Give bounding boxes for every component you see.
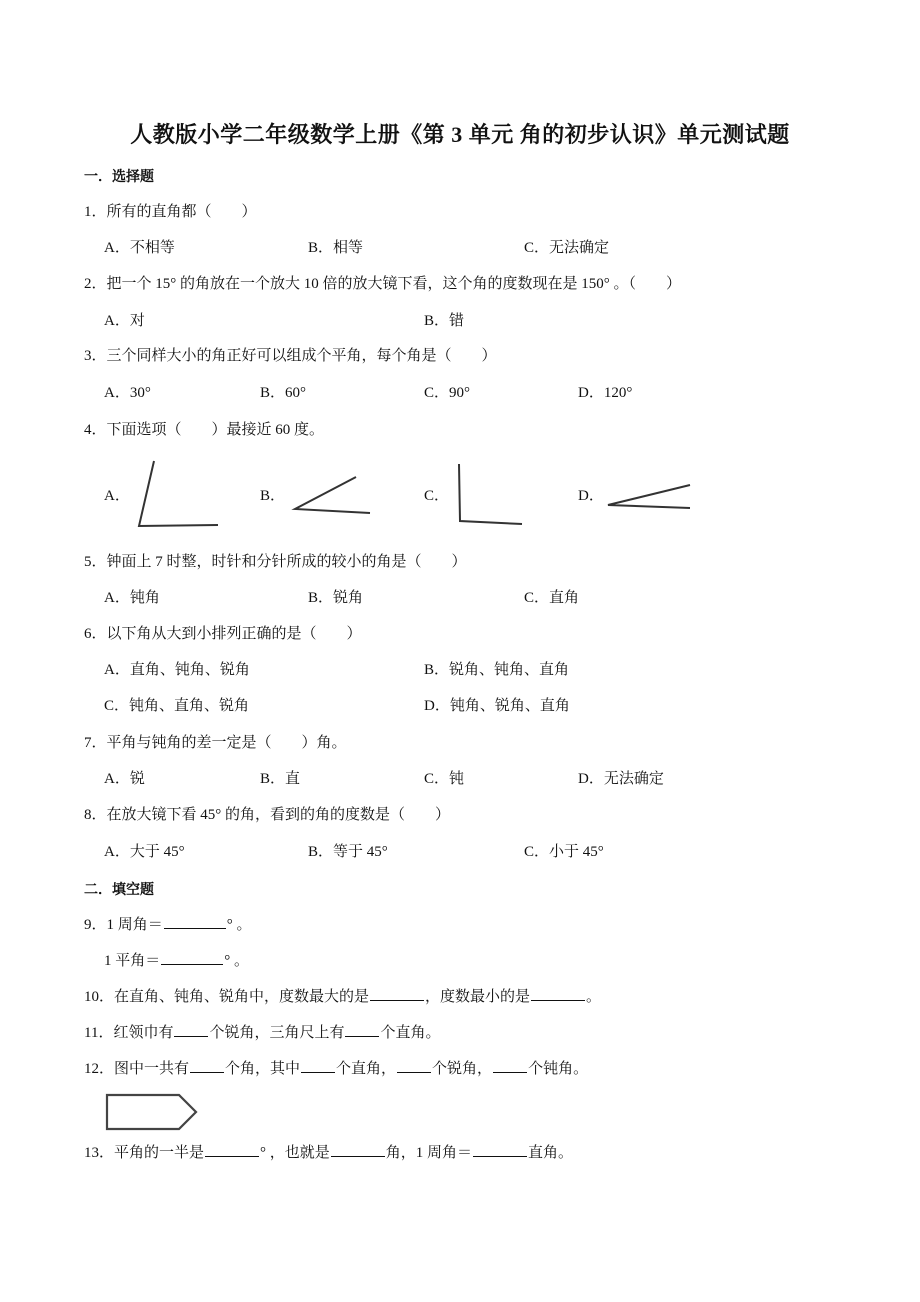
option-a: A．对 [104, 313, 145, 329]
question-7: 7．平角与钝角的差一定是（ ）角。 [84, 735, 347, 751]
question-text: 个钝角。 [528, 1061, 589, 1077]
option-a: A．30° [104, 385, 151, 401]
option-c: C．钝角、直角、锐角 [104, 698, 250, 714]
question-text: 。 [586, 989, 602, 1005]
question-1: 1．所有的直角都（ ） [84, 204, 257, 220]
section-heading-choice: 一．选择题 [84, 170, 154, 185]
pentagon-figure [100, 1088, 212, 1138]
option-b: B．直 [260, 771, 301, 787]
question-text: ° 。 [226, 917, 252, 933]
angle-figure-d [604, 480, 694, 512]
question-text: 12．图中一共有 [84, 1061, 190, 1077]
option-c: C．小于 45° [524, 844, 604, 860]
question-text: 1 平角＝ [104, 953, 161, 969]
option-a: A．直角、钝角、锐角 [104, 662, 250, 678]
question-text: 个角，其中 [225, 1061, 301, 1077]
option-d: D． [578, 488, 604, 504]
option-b: B．锐角、钝角、直角 [424, 662, 570, 678]
answer-blank[interactable] [493, 1058, 527, 1073]
option-a: A． [104, 488, 130, 504]
answer-blank[interactable] [161, 950, 223, 965]
section-heading-fill: 二．填空题 [84, 883, 154, 898]
answer-blank[interactable] [174, 1022, 208, 1037]
question-4: 4．下面选项（ ）最接近 60 度。 [84, 422, 325, 438]
answer-blank[interactable] [370, 986, 424, 1001]
question-text: 9．1 周角＝ [84, 917, 163, 933]
question-text: ，度数最小的是 [425, 989, 531, 1005]
question-text: 个直角。 [380, 1025, 441, 1041]
question-13 [84, 1142, 573, 1163]
option-c: C．90° [424, 385, 471, 401]
question-text: 11．红领巾有 [84, 1025, 174, 1041]
question-text: 直角。 [528, 1145, 574, 1161]
answer-blank[interactable] [190, 1058, 224, 1073]
question-text: 个锐角，三角尺上有 [209, 1025, 345, 1041]
question-11 [84, 1022, 440, 1043]
angle-figure-c [452, 460, 526, 530]
option-d: D．无法确定 [578, 771, 664, 787]
answer-blank[interactable] [473, 1142, 527, 1157]
answer-blank[interactable] [531, 986, 585, 1001]
option-c: C． [424, 488, 450, 504]
page-title: 人教版小学二年级数学上册《第 3 单元 角的初步认识》单元测试题 [130, 122, 790, 147]
option-a: A．锐 [104, 771, 145, 787]
option-a: A．不相等 [104, 240, 175, 256]
question-text: 角，1 周角＝ [385, 1145, 473, 1161]
option-c: C．直角 [524, 590, 580, 606]
answer-blank[interactable] [397, 1058, 431, 1073]
option-a: A．钝角 [104, 590, 160, 606]
question-text: 个锐角， [432, 1061, 493, 1077]
question-text: ° 。 [224, 953, 250, 969]
question-text: 10．在直角、钝角、锐角中，度数最大的是 [84, 989, 370, 1005]
option-b: B．等于 45° [308, 844, 388, 860]
answer-blank[interactable] [331, 1142, 385, 1157]
angle-figure-a [122, 458, 222, 532]
question-9-line-1 [84, 914, 252, 935]
option-c: C．钝 [424, 771, 465, 787]
answer-blank[interactable] [164, 914, 226, 929]
question-5: 5．钟面上 7 时整，时针和分针所成的较小的角是（ ） [84, 554, 467, 570]
question-text: ° ，也就是 [260, 1145, 330, 1161]
answer-blank[interactable] [205, 1142, 259, 1157]
question-10 [84, 986, 601, 1007]
question-text: 13．平角的一半是 [84, 1145, 205, 1161]
option-b: B．相等 [308, 240, 364, 256]
question-8: 8．在放大镜下看 45° 的角，看到的角的度数是（ ） [84, 807, 451, 823]
option-b: B．60° [260, 385, 307, 401]
option-b: B． [260, 488, 286, 504]
question-6: 6．以下角从大到小排列正确的是（ ） [84, 626, 362, 642]
question-3: 3．三个同样大小的角正好可以组成个平角，每个角是（ ） [84, 348, 497, 364]
answer-blank[interactable] [301, 1058, 335, 1073]
question-9-line-2 [104, 950, 249, 971]
option-a: A．大于 45° [104, 844, 185, 860]
question-2: 2．把一个 15° 的角放在一个放大 10 倍的放大镜下看，这个角的度数现在是 150° 。（ ） [84, 276, 682, 292]
question-text: 个直角， [336, 1061, 397, 1077]
angle-figure-b [288, 472, 374, 518]
question-12 [84, 1058, 588, 1079]
option-d: D．120° [578, 385, 633, 401]
option-d: D．钝角、锐角、直角 [424, 698, 570, 714]
option-c: C．无法确定 [524, 240, 610, 256]
option-b: B．错 [424, 313, 465, 329]
answer-blank[interactable] [345, 1022, 379, 1037]
option-b: B．锐角 [308, 590, 364, 606]
